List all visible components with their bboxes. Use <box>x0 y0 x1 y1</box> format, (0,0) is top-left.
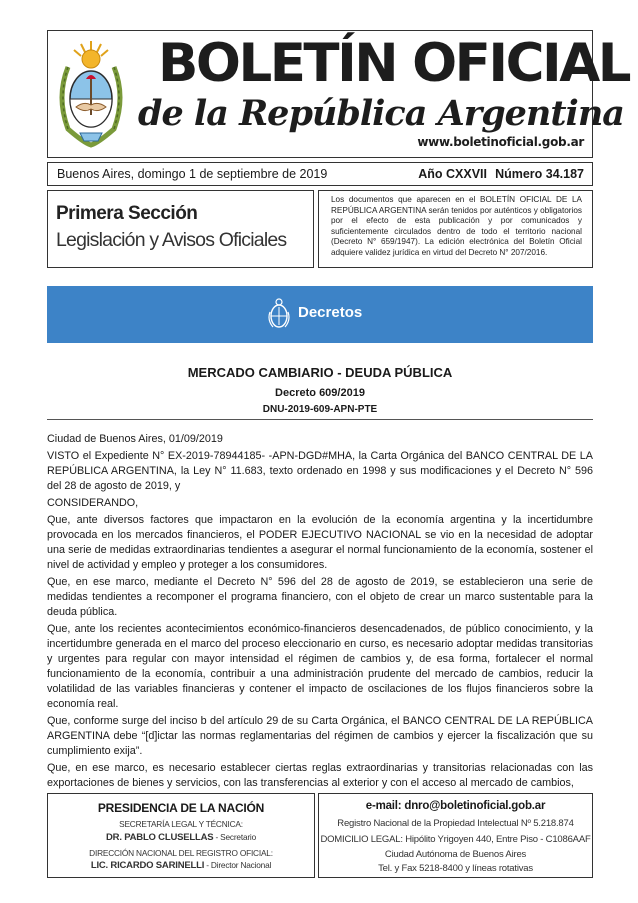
footer-city: Ciudad Autónoma de Buenos Aires <box>384 849 527 860</box>
issue-number: Número 34.187 <box>495 167 584 181</box>
footer-title: PRESIDENCIA DE LA NACIÓN <box>97 801 265 815</box>
publication-date: Buenos Aires, domingo 1 de septiembre de 2019 <box>57 167 328 181</box>
newspaper-subtitle: de la República Argentina <box>138 93 624 134</box>
shield-emblem-icon <box>268 298 290 330</box>
section-box <box>47 190 314 268</box>
decree-heading: MERCADO CAMBIARIO - DEUDA PÚBLICA <box>187 365 453 380</box>
footer-role: - Secretario <box>213 832 256 842</box>
body-paragraph: Que, en ese marco, mediante el Decreto N° 596 del 28 de agosto de 2019, se establecieron una serie de medidas tendientes a recomponer el programa financiero, con el objeto de crear un marco sustentable para la deuda pública. <box>47 576 593 618</box>
footer-credit-row <box>48 860 314 871</box>
footer-contact <box>318 793 593 878</box>
decree-number: Decreto 609/2019 <box>275 387 365 399</box>
newspaper-title: BOLETÍN OFICIAL <box>158 33 629 94</box>
footer-name: LIC. RICARDO SARINELLI <box>90 860 205 871</box>
section-band <box>47 286 593 343</box>
footer-credits <box>47 793 315 878</box>
body-paragraph: Que, conforme surge del inciso b del artículo 29 de su Carta Orgánica, el BANCO CENTRAL DE LA REPÚBLICA ARGENTINA debe “[d]ictar las normas reglamentarias del régimen de cambios y ejercer la fiscalización que su cumplimiento exija”. <box>47 715 593 757</box>
website-url: www.boletinoficial.gob.ar <box>417 135 584 149</box>
legal-notice-text: Los documentos que aparecen en el BOLETÍN OFICIAL DE LA REPÚBLICA ARGENTINA serán tenidos por auténticos y obligatorios por el efecto de esta publicación y por comunicados y suficientemente circulados dentro de todo el territorio nacional (Decreto N° 659/1947). La edición electrónica del Boletín Oficial adquiere validez jurídica en virtud del Decreto N° 207/2016. <box>331 195 582 257</box>
footer-email[interactable]: e-mail: dnro@boletinoficial.gob.ar <box>365 800 546 812</box>
date-bar <box>47 162 593 186</box>
argentina-coat-of-arms-icon <box>54 37 128 152</box>
body-paragraph: Que, ante diversos factores que impactaron en la evolución de la economía argentina y la incertidumbre provocada en los mercados financieros, el PODER EJECUTIVO NACIONAL se vio en la necesidad de adoptar una serie de medidas extraordinarias tendientes a asegurar el normal funcionamiento de la economía, sostener el nivel de actividad y empleo y proteger a los consumidores. <box>47 514 593 571</box>
footer-address: DOMICILIO LEGAL: Hipólito Yrigoyen 440, Entre Piso - C1086AAF <box>320 834 591 845</box>
footer-name: DR. PABLO CLUSELLAS <box>106 832 214 843</box>
section-band-label: Decretos <box>298 304 363 321</box>
footer-phone: Tel. y Fax 5218-8400 y líneas rotativas <box>378 863 533 874</box>
footer-credit-row <box>48 832 314 843</box>
decree-dnu: DNU-2019-609-APN-PTE <box>262 404 378 415</box>
body-paragraph: VISTO el Expediente N° EX-2019-78944185- -APN-DGD#MHA, la Carta Orgánica del BANCO CENTRAL DE LA REPÚBLICA ARGENTINA, la Ley N° 11.683, texto ordenado en 1998 y sus modificaciones y el Decreto N° 596 del 28 de agosto de 2019, y <box>47 450 593 492</box>
section-subtitle: Legislación y Avisos Oficiales <box>56 229 287 251</box>
footer-line: DIRECCIÓN NACIONAL DEL REGISTRO OFICIAL: <box>89 848 273 858</box>
footer-line: SECRETARÍA LEGAL Y TÉCNICA: <box>119 819 243 829</box>
masthead <box>47 30 629 158</box>
section-title: Primera Sección <box>56 203 198 224</box>
divider <box>47 419 593 420</box>
body-paragraph: CONSIDERANDO, <box>47 497 139 509</box>
footer-role: - Director Nacional <box>204 860 272 870</box>
publication-year: Año CXXVII <box>418 167 487 181</box>
body-paragraph: Que, en ese marco, es necesario establecer ciertas reglas extraordinarias y transitorias relacionadas con las exportaciones de bienes y servicios, con las transferencias al exterior y con el acceso al mercado de cambios, <box>47 762 593 789</box>
body-paragraph: Ciudad de Buenos Aires, 01/09/2019 <box>47 433 223 445</box>
decree-body <box>47 432 593 793</box>
legal-notice-box <box>318 190 593 268</box>
body-paragraph: Que, ante los recientes acontecimientos económico-financieros desencadenados, de público conocimiento, y la incertidumbre generada en el marco del proceso eleccionario en curso, es necesario adoptar medidas transitorias y urgentes para regular con mayor intensidad el régimen de cambios y, de esa forma, fortalecer el normal funcionamiento de la economía, contribuir a una administración prudente del mercado de cambios, reducir la volatilidad de las variables financieras y contener el impacto de oscilaciones de los flujos financieros sobre la economía real. <box>47 623 593 710</box>
footer-registry: Registro Nacional de la Propiedad Intelectual Nº 5.218.874 <box>337 818 574 829</box>
